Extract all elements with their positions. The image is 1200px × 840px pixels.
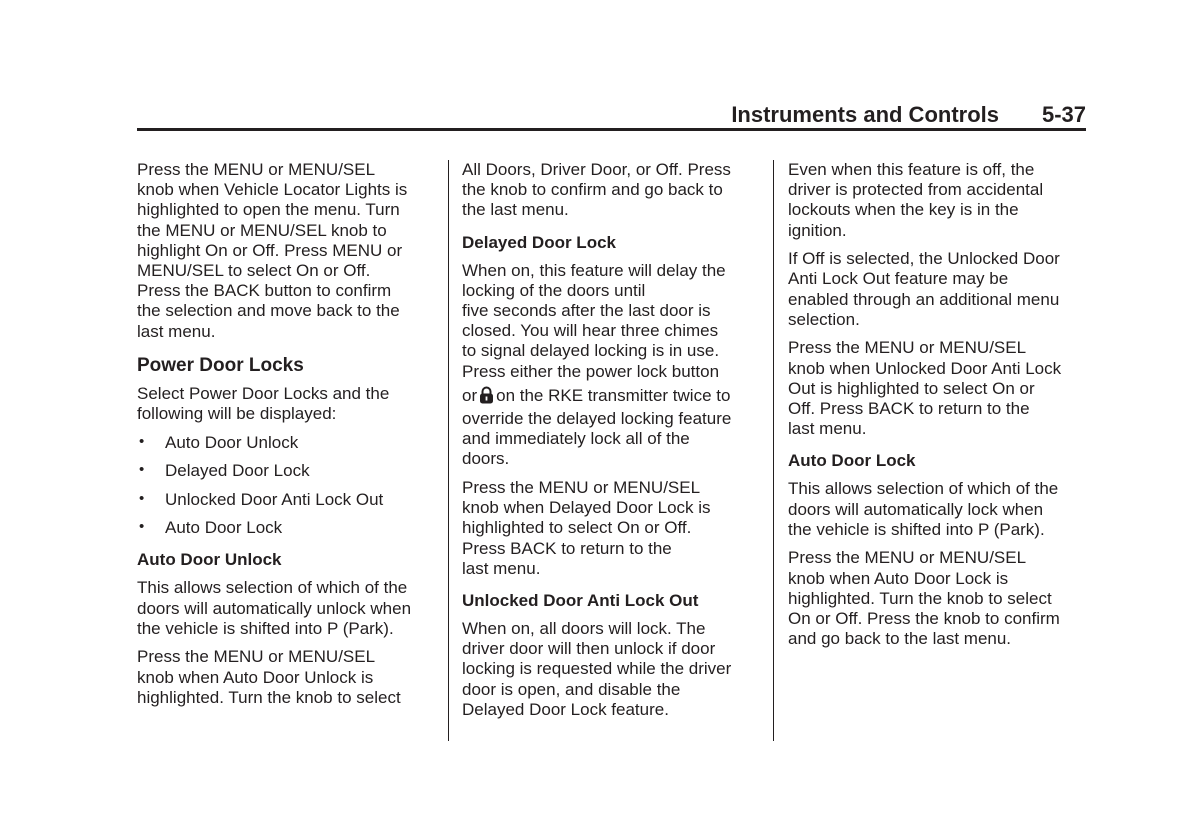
heading-auto-door-lock: Auto Door Lock — [788, 451, 916, 471]
column-1 — [137, 160, 437, 716]
heading-unlocked-door-anti-lock-out: Unlocked Door Anti Lock Out — [462, 591, 699, 611]
paragraph: Press the MENU or MENU/SEL knob when Auto Door Unlock is highlighted. Turn the knob to select — [137, 647, 401, 707]
page-header — [137, 100, 1086, 130]
bullet-icon: • — [139, 461, 145, 479]
column-3 — [788, 160, 1088, 658]
header-rule — [137, 128, 1086, 131]
paragraph: Press the MENU or MENU/SEL knob when Vehicle Locator Lights is highlighted to open the menu. Turn the MENU or MENU/SEL knob to highlight On or Off. Press MENU or MENU/SEL to select On or Off. Press the BACK button to confirm the selection and move back to the last menu. — [137, 160, 408, 341]
bullet-icon: • — [139, 489, 145, 507]
paragraph: Even when this feature is off, the driver is protected from accidental lockouts when the key is in the ignition. — [788, 160, 1044, 240]
list-item: • Delayed Door Lock — [139, 461, 310, 481]
list-item: • Unlocked Door Anti Lock Out — [139, 489, 384, 509]
options-list — [137, 433, 437, 539]
paragraph: When on, this feature will delay the locking of the doors until five seconds after the last door is closed. You will hear three chimes to signal delayed locking is in use. Press either the power lock button or on the RKE transmitter twice to override the delayed locking feature and immediately lock all of the doors. — [462, 260, 732, 469]
lock-icon — [479, 386, 494, 409]
paragraph: Press the MENU or MENU/SEL knob when Unlocked Door Anti Lock Out is highlighted to select On or Off. Press BACK to return to the last menu. — [788, 338, 1062, 439]
page-number: 5-37 — [1041, 102, 1086, 127]
column-2 — [462, 160, 762, 728]
bullet-icon: • — [139, 432, 145, 450]
paragraph: When on, all doors will lock. The driver door will then unlock if door locking is requested while the driver door is open, and disable the Delayed Door Lock feature. — [462, 619, 732, 719]
list-item: • Auto Door Unlock — [139, 432, 299, 452]
heading-delayed-door-lock: Delayed Door Lock — [462, 232, 616, 252]
section-title: Instruments and Controls — [731, 102, 999, 127]
paragraph: Press the MENU or MENU/SEL knob when Auto Door Lock is highlighted. Turn the knob to select On or Off. Press the knob to confirm and go back to the last menu. — [788, 548, 1060, 649]
paragraph: All Doors, Driver Door, or Off. Press the knob to confirm and go back to the last menu. — [462, 160, 731, 220]
column-divider — [448, 160, 449, 741]
paragraph: This allows selection of which of the doors will automatically unlock when the vehicle is shifted into P (Park). — [137, 578, 412, 638]
paragraph: Press the MENU or MENU/SEL knob when Delayed Door Lock is highlighted to select On or Off. Press BACK to return to the last menu. — [462, 478, 711, 578]
paragraph: This allows selection of which of the doors will automatically lock when the vehicle is shifted into P (Park). — [788, 479, 1059, 539]
bullet-icon: • — [139, 518, 145, 536]
heading-auto-door-unlock: Auto Door Unlock — [137, 550, 282, 570]
heading-power-door-locks: Power Door Locks — [137, 354, 304, 376]
paragraph: Select Power Door Locks and the following will be displayed: — [137, 383, 390, 424]
list-item: • Auto Door Lock — [139, 518, 283, 538]
column-divider — [773, 160, 774, 741]
paragraph: If Off is selected, the Unlocked Door Anti Lock Out feature may be enabled through an additional menu selection. — [788, 249, 1060, 329]
